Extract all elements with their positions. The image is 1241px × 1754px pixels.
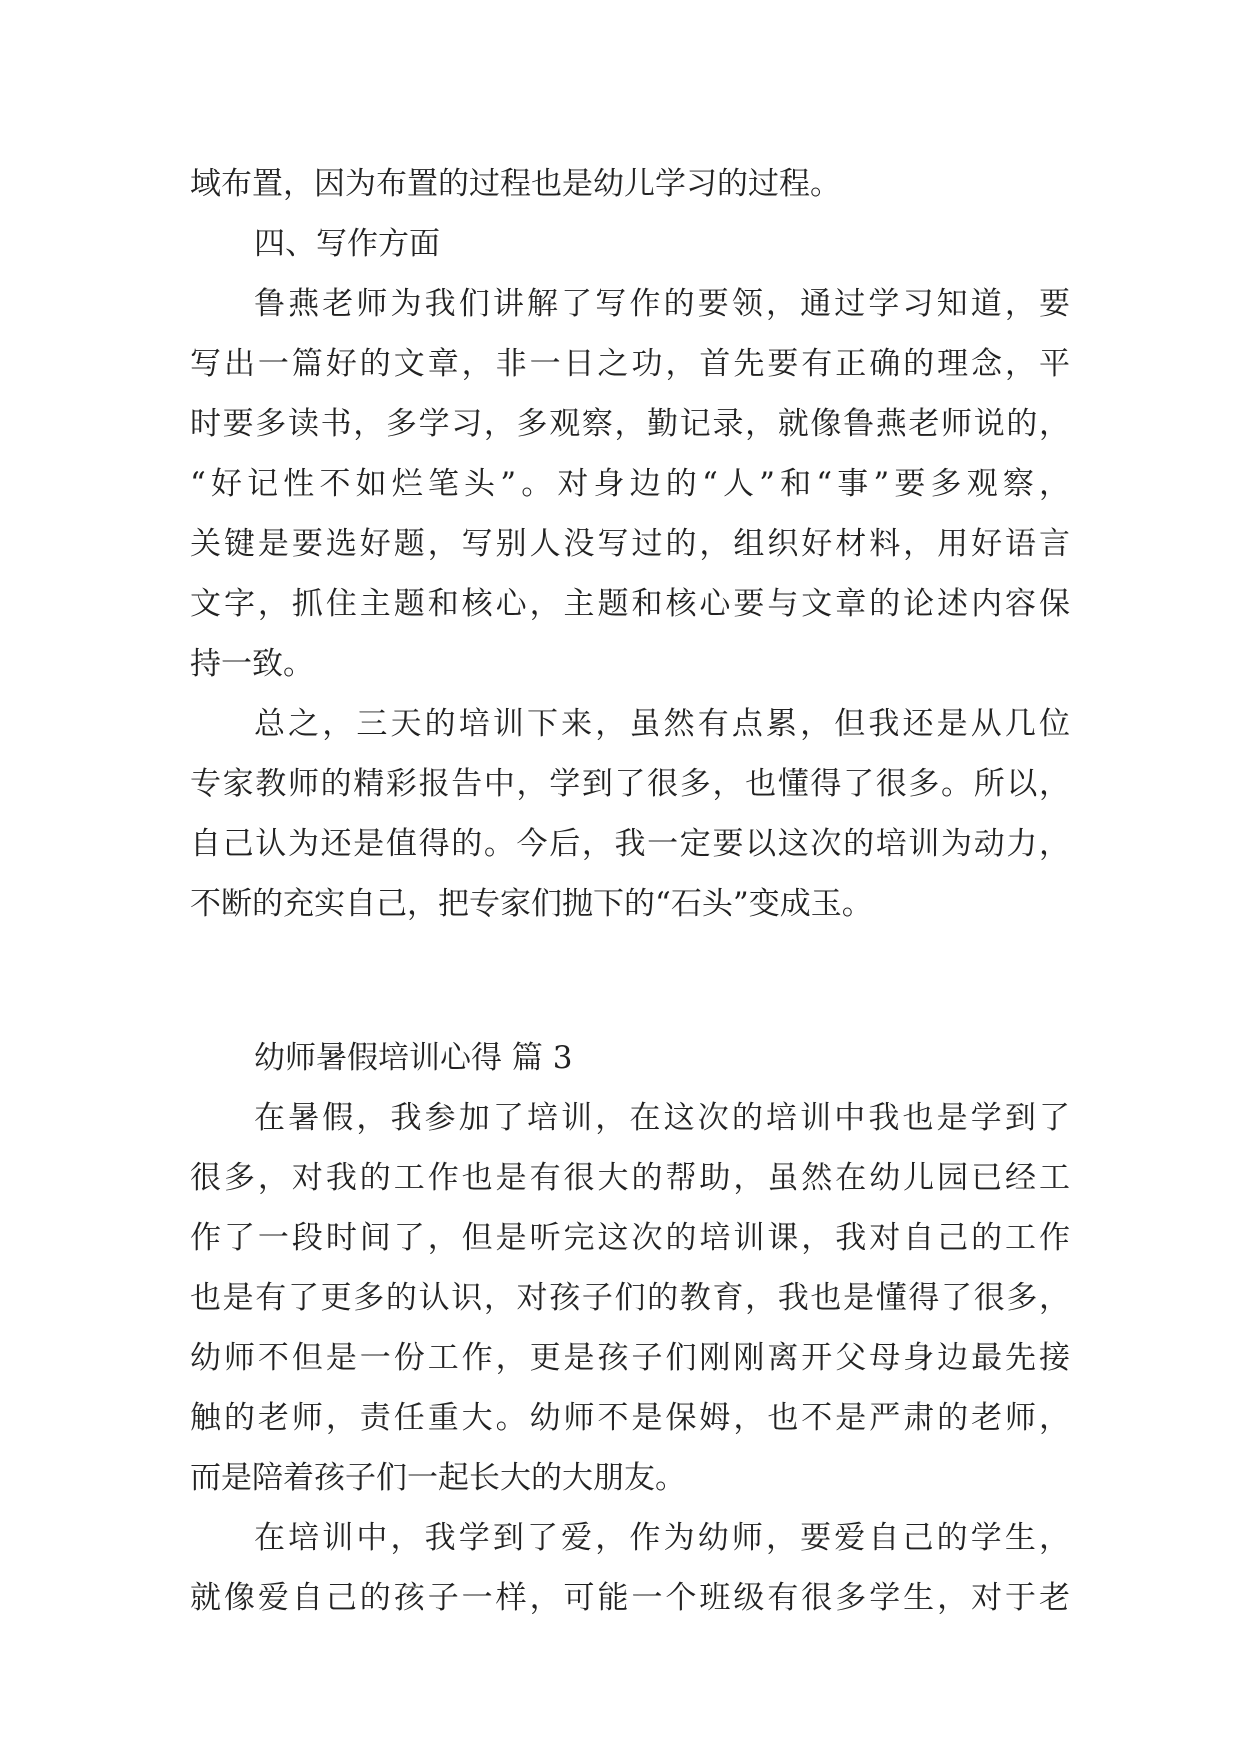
- document-body: [190, 154, 1070, 1628]
- text-line: 就像爱自己的孩子一样，可能一个班级有很多学生，对于老: [190, 1580, 1070, 1616]
- paragraph-part3-intro: [190, 1088, 1070, 1508]
- text-line: 写出一篇好的文章，非一日之功，首先要有正确的理念，平: [190, 346, 1070, 382]
- text-line: 幼师不但是一份工作，更是孩子们刚刚离开父母身边最先接: [190, 1340, 1070, 1376]
- text-line: 文字，抓住主题和核心，主题和核心要与文章的论述内容保: [190, 586, 1070, 622]
- text-line: 作了一段时间了，但是听完这次的培训课，我对自己的工作: [190, 1220, 1070, 1256]
- text-line: 在暑假，我参加了培训，在这次的培训中我也是学到了: [254, 1100, 1070, 1136]
- text-line: “好记性不如烂笔头”。对身边的“人”和“事”要多观察，: [190, 466, 1070, 502]
- section-spacer: [190, 934, 1070, 1028]
- heading-text: 四、写作方面: [254, 226, 440, 262]
- section-title-part3: [190, 1028, 1070, 1088]
- text-line: 时要多读书，多学习，多观察，勤记录，就像鲁燕老师说的，: [190, 406, 1070, 442]
- text-line: 鲁燕老师为我们讲解了写作的要领，通过学习知道，要: [254, 286, 1070, 322]
- text-line: 自己认为还是值得的。今后，我一定要以这次的培训为动力，: [190, 826, 1070, 862]
- paragraph-part3-love: [190, 1508, 1070, 1628]
- text-line: 专家教师的精彩报告中，学到了很多，也懂得了很多。所以，: [190, 766, 1070, 802]
- paragraph-writing: [190, 274, 1070, 694]
- text-line: 在培训中，我学到了爱，作为幼师，要爱自己的学生，: [254, 1520, 1070, 1556]
- text-line: 很多，对我的工作也是有很大的帮助，虽然在幼儿园已经工: [190, 1160, 1070, 1196]
- text-line: 关键是要选好题，写别人没写过的，组织好材料，用好语言: [190, 526, 1070, 562]
- section-title-text: 幼师暑假培训心得 篇 3: [254, 1040, 573, 1076]
- paragraph-continued: [190, 154, 1070, 214]
- text-line: 总之，三天的培训下来，虽然有点累，但我还是从几位: [254, 706, 1070, 742]
- text-line: 也是有了更多的认识，对孩子们的教育，我也是懂得了很多，: [190, 1280, 1070, 1316]
- text-line: 触的老师，责任重大。幼师不是保姆，也不是严肃的老师，: [190, 1400, 1070, 1436]
- text-line: 不断的充实自己，把专家们抛下的“石头”变成玉。: [190, 886, 873, 922]
- text-line: 而是陪着孩子们一起长大的大朋友。: [190, 1460, 686, 1496]
- section-heading-writing: [190, 214, 1070, 274]
- paragraph-summary: [190, 694, 1070, 934]
- text-line: 持一致。: [190, 646, 314, 682]
- text-line: 域布置，因为布置的过程也是幼儿学习的过程。: [190, 166, 841, 202]
